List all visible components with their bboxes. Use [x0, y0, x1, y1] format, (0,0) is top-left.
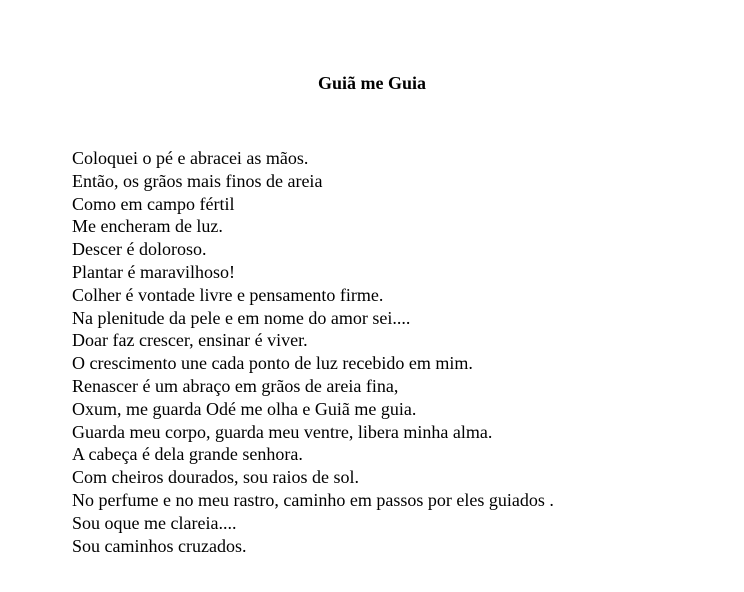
poem-line: Sou caminhos cruzados.	[72, 535, 247, 556]
poem-line: Me encheram de luz.	[72, 216, 223, 237]
poem-line: Plantar é maravilhoso!	[72, 261, 235, 282]
poem-line: Doar faz crescer, ensinar é viver.	[72, 330, 308, 351]
poem-line: Na plenitude da pele e em nome do amor sei....	[72, 307, 411, 328]
poem-line: Sou oque me clareia....	[72, 512, 237, 533]
poem-body	[72, 147, 554, 557]
poem-line: Com cheiros dourados, sou raios de sol.	[72, 467, 359, 488]
poem-line: Oxum, me guarda Odé me olha e Guiã me guia.	[72, 398, 417, 419]
poem-line: Então, os grãos mais finos de areia	[72, 170, 323, 191]
poem-title: Guiã me Guia	[317, 73, 426, 93]
poem-line: Descer é doloroso.	[72, 239, 207, 260]
poem-line: Coloquei o pé e abracei as mãos.	[72, 148, 309, 168]
poem-line: Colher é vontade livre e pensamento firme.	[72, 284, 384, 305]
poem-line: No perfume e no meu rastro, caminho em passos por eles guiados .	[72, 489, 554, 510]
poem-line: Como em campo fértil	[72, 193, 235, 214]
poem-line: Guarda meu corpo, guarda meu ventre, libera minha alma.	[72, 421, 493, 442]
poem-line: A cabeça é dela grande senhora.	[72, 444, 303, 465]
poem-line: O crescimento une cada ponto de luz recebido em mim.	[72, 353, 473, 374]
poem-line: Renascer é um abraço em grãos de areia fina,	[72, 375, 399, 396]
